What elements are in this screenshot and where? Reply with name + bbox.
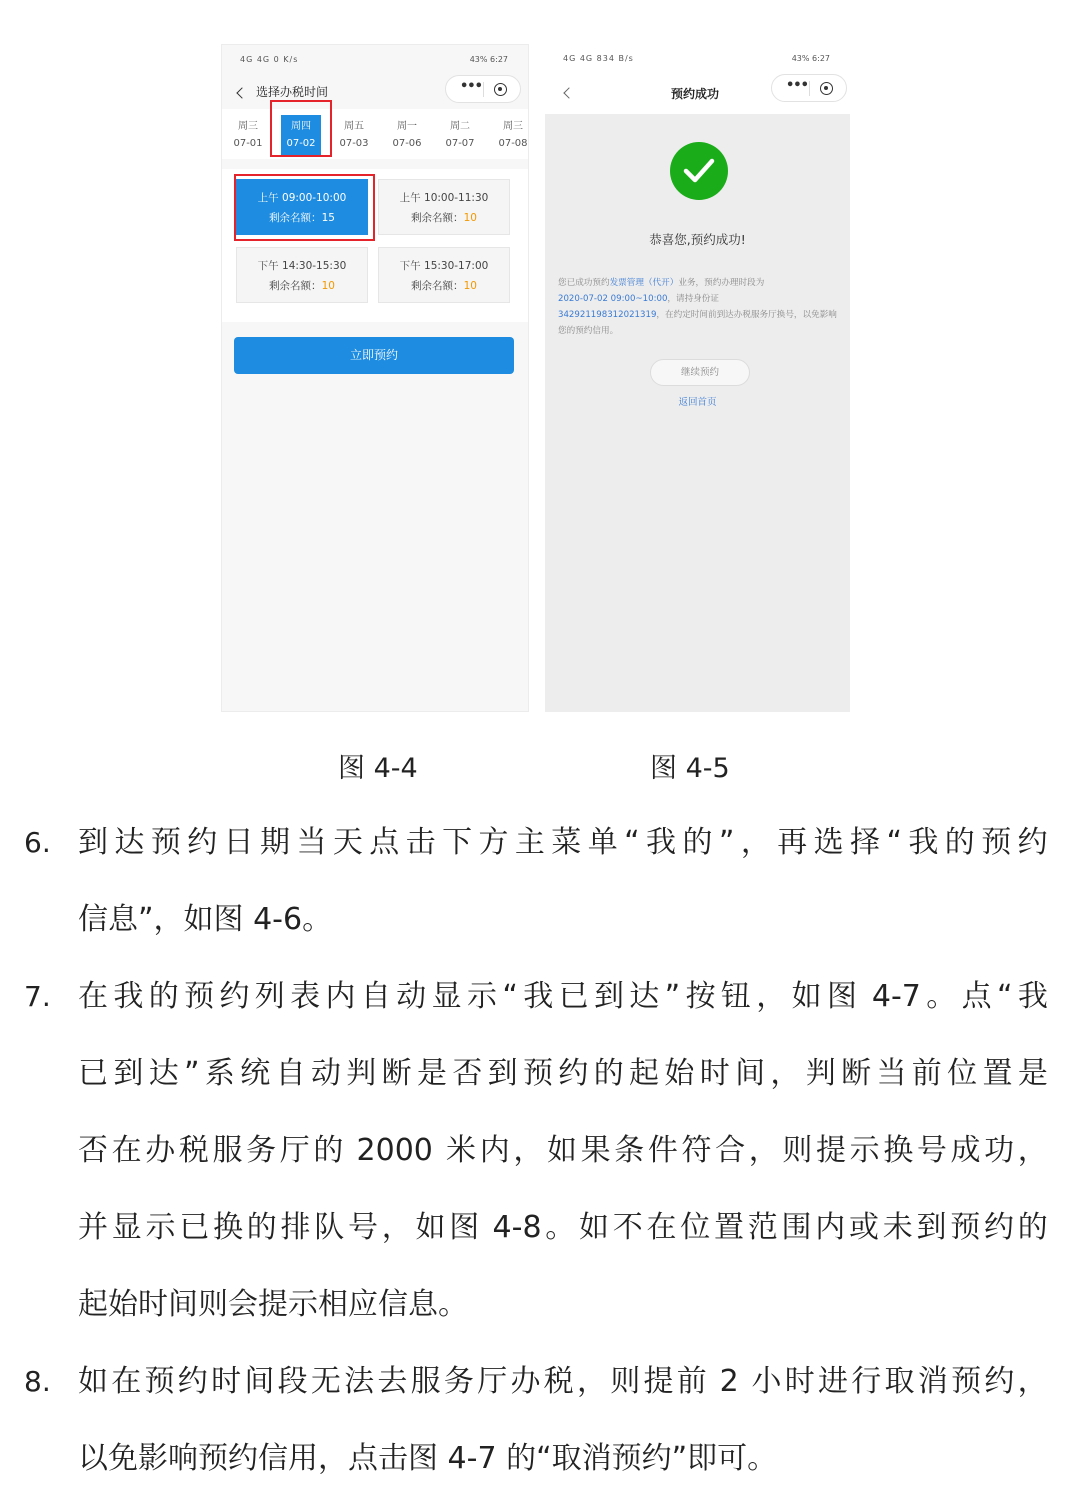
battery-time: 43% 6:27 [791, 54, 830, 63]
day-tab[interactable]: 周三 07-01 [233, 121, 263, 149]
success-description: 您已成功预约发票管理（代开）业务，预约办理时段为 2020-07-02 09:00~10:00，请持身份证 342921198312021319，在约定时间前到达办税服务厅换号，以免影响您的预约信用。 [558, 278, 837, 336]
paragraph-line: 起始时间则会提示相应信息。 [78, 1287, 468, 1322]
more-icon[interactable]: ••• [460, 79, 482, 94]
mini-program-capsule[interactable] [445, 75, 521, 103]
time-slot[interactable]: 上午 10:00-11:30 剩余名额：10 [378, 179, 510, 235]
item-number: 7. [24, 980, 51, 1013]
paragraph-line: 已 到 达 ” 系 统 自 动 判 断 是 否 到 预 约 的 起 始 时 间 ， 判 断 当 前 位 置 是 [78, 1056, 1048, 1091]
paragraph-line: 并 显 示 已 换 的 排 队 号 ， 如 图 4-8 。 如 不 在 位 置 范 围 内 或 未 到 预 约 的 [78, 1210, 1048, 1245]
time-slot[interactable]: 下午 14:30-15:30 剩余名额：10 [236, 247, 368, 303]
day-tab[interactable]: 周二 07-07 [445, 121, 475, 149]
continue-booking-button[interactable]: 继续预约 [650, 359, 750, 386]
figure-caption: 图 4-4 [338, 753, 418, 784]
highlight-box [270, 100, 332, 157]
mini-program-capsule[interactable] [771, 74, 847, 102]
paragraph-line: 在 我 的 预 约 列 表 内 自 动 显 示 “ 我 已 到 达 ” 按 钮 ， 如 图 4-7 。 点 “ 我 [78, 979, 1048, 1014]
paragraph-line: 以免影响预约信用，点击图 4-7 的“取消预约”即可。 [78, 1441, 778, 1476]
figure-caption: 图 4-5 [650, 753, 730, 784]
item-number: 8. [24, 1365, 51, 1398]
success-check-icon [670, 142, 728, 200]
page-title: 选择办税时间 [256, 85, 329, 99]
paragraph-line: 到 达 预 约 日 期 当 天 点 击 下 方 主 菜 单 “ 我 的 ” ， 再 选 择 “ 我 的 预 约 [78, 825, 1048, 860]
status-bar [222, 45, 528, 75]
day-tab[interactable]: 周五 07-03 [339, 121, 369, 149]
time-slot[interactable]: 下午 15:30-17:00 剩余名额：10 [378, 247, 510, 303]
item-number: 6. [24, 826, 51, 859]
back-icon[interactable] [236, 87, 247, 98]
close-target-icon[interactable] [494, 83, 507, 96]
page-title: 预约成功 [671, 87, 720, 101]
paragraph-line: 如 在 预 约 时 间 段 无 法 去 服 务 厅 办 税 ， 则 提 前 2 小 时 进 行 取 消 预 约 ， [78, 1364, 1048, 1399]
close-target-icon[interactable] [820, 82, 833, 95]
signal-indicator: 4G 4G 0 K/s [240, 55, 299, 64]
success-title: 恭喜您,预约成功! [649, 232, 746, 247]
day-tab[interactable]: 周三 07-08 [498, 121, 528, 149]
date-selector [222, 109, 528, 159]
figure-4-4-screenshot [221, 44, 529, 712]
paragraph-line: 否 在 办 税 服 务 厅 的 2000 米 内 ， 如 果 条 件 符 合 ， 则 提 示 换 号 成 功 ， [78, 1133, 1048, 1168]
status-bar [545, 44, 850, 74]
day-tab[interactable]: 周一 07-06 [392, 121, 422, 149]
more-icon[interactable]: ••• [786, 78, 808, 93]
book-now-button[interactable]: 立即预约 [234, 337, 514, 374]
time-slot-selected[interactable]: 上午 09:00-10:00 剩余名额：15 [236, 179, 368, 235]
battery-time: 43% 6:27 [469, 55, 508, 64]
nav-bar [545, 72, 850, 114]
paragraph-line: 信息”，如图 4-6。 [78, 902, 333, 937]
back-icon[interactable] [563, 87, 574, 98]
signal-indicator: 4G 4G 834 B/s [563, 54, 634, 63]
highlight-box [234, 174, 375, 241]
figure-4-5-screenshot [545, 44, 850, 712]
day-tab-selected[interactable]: 周四 07-02 [281, 115, 321, 157]
return-home-link[interactable]: 返回首页 [678, 397, 717, 408]
